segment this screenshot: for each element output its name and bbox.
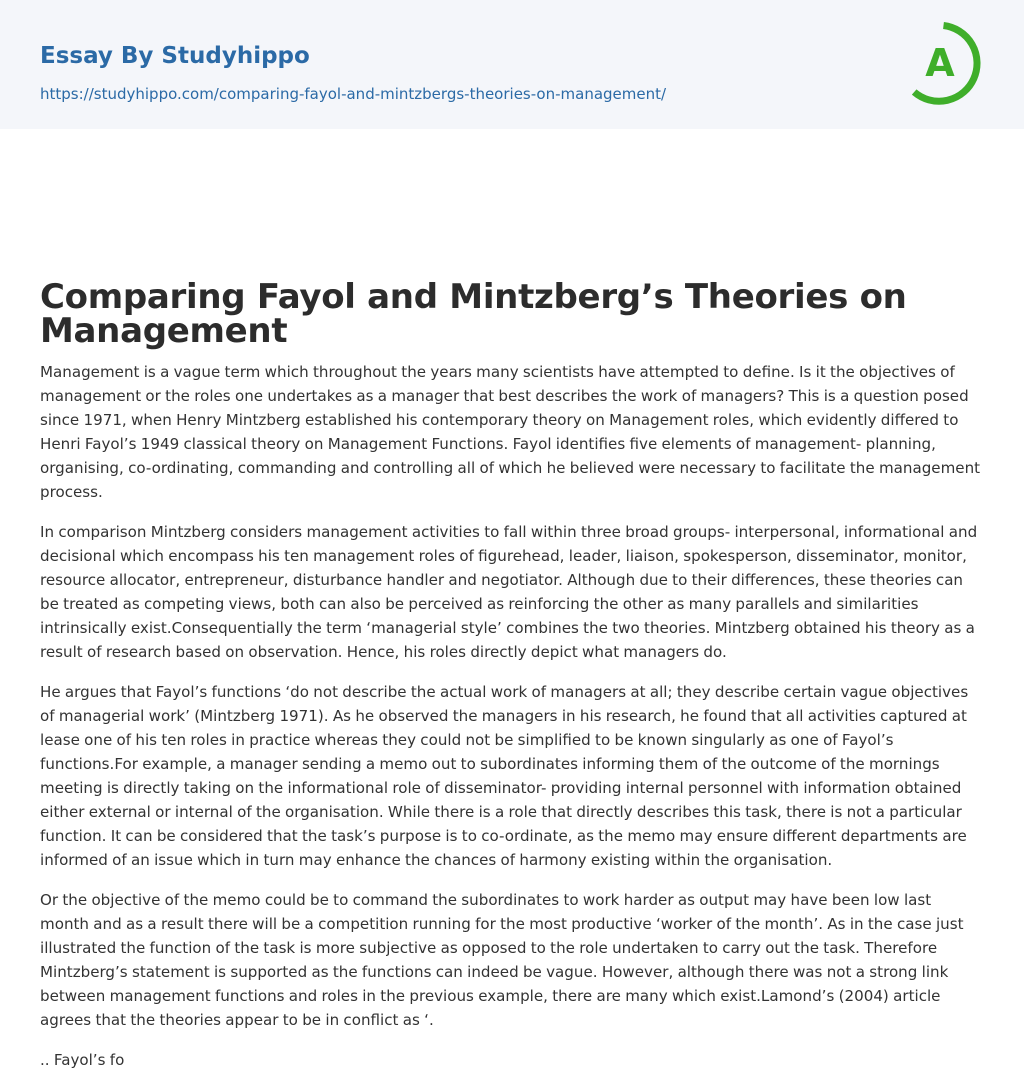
article-title: Comparing Fayol and Mintzberg’s Theories on Management bbox=[40, 277, 907, 351]
studyhippo-logo-icon[interactable] bbox=[912, 19, 986, 107]
article-paragraph: In comparison Mintzberg considers management activities to fall within three broad groups- interpersonal, informational and decisional which encompass his ten management roles of figurehead, leader, liaison, spokesperson, disseminator, monitor, resource allocator, entrepreneur, disturbance handler and negotiator. Although due to their differences, these theories can be treated as competing views, both can also be perceived as reinforcing the other as many parallels and similarities intrinsically exist.Consequentially the term ‘managerial style’ combines the two theories. Mintzberg obtained his theory as a result of research based on observation. Hence, his roles directly depict what managers do. bbox=[40, 523, 978, 661]
article-paragraph: Or the objective of the memo could be to command the subordinates to work harder as output may have been low last month and as a result there will be a competition running for the most productive ‘worker of the month’. As in the case just illustrated the function of the task is more subjective as opposed to the role undertaken to carry out the task. Therefore Mintzberg’s statement is supported as the functions can indeed be vague. However, although there was not a strong link between management functions and roles in the previous example, there are many which exist.Lamond’s (2004) article agrees that the theories appear to be in conflict as ‘. bbox=[40, 891, 964, 1029]
logo-letter: A bbox=[925, 41, 955, 85]
site-header bbox=[0, 0, 1024, 129]
site-brand[interactable]: Essay By Studyhippo bbox=[40, 43, 310, 69]
article-body bbox=[40, 360, 984, 1072]
article-paragraph: Management is a vague term which throughout the years many scientists have attempted to define. Is it the objectives of management or the roles one undertakes as a manager that best describes the work of managers? This is a question posed since 1971, when Henry Mintzberg established his contemporary theory on Management roles, which evidently differed to Henri Fayol’s 1949 classical theory on Management Functions. Fayol identifies five elements of management- planning, organising, co-ordinating, commanding and controlling all of which he believed were necessary to facilitate the management process. bbox=[40, 363, 981, 501]
article-paragraph: .. Fayol’s fo bbox=[40, 1051, 125, 1069]
main-content bbox=[0, 129, 1024, 1072]
source-url-link[interactable]: https://studyhippo.com/comparing-fayol-and-mintzbergs-theories-on-management/ bbox=[40, 85, 667, 103]
article-paragraph: He argues that Fayol’s functions ‘do not describe the actual work of managers at all; they describe certain vague objectives of managerial work’ (Mintzberg 1971). As he observed the managers in his research, he found that all activities captured at lease one of his ten roles in practice whereas they could not be simplified to be known singularly as one of Fayol’s functions.For example, a manager sending a memo out to subordinates informing them of the outcome of the mornings meeting is directly taking on the informational role of disseminator- providing internal personnel with information obtained either external or internal of the organisation. While there is a role that directly describes this task, there is not a particular function. It can be considered that the task’s purpose is to co-ordinate, as the memo may ensure different departments are informed of an issue which in turn may enhance the chances of harmony existing within the organisation. bbox=[40, 683, 969, 869]
